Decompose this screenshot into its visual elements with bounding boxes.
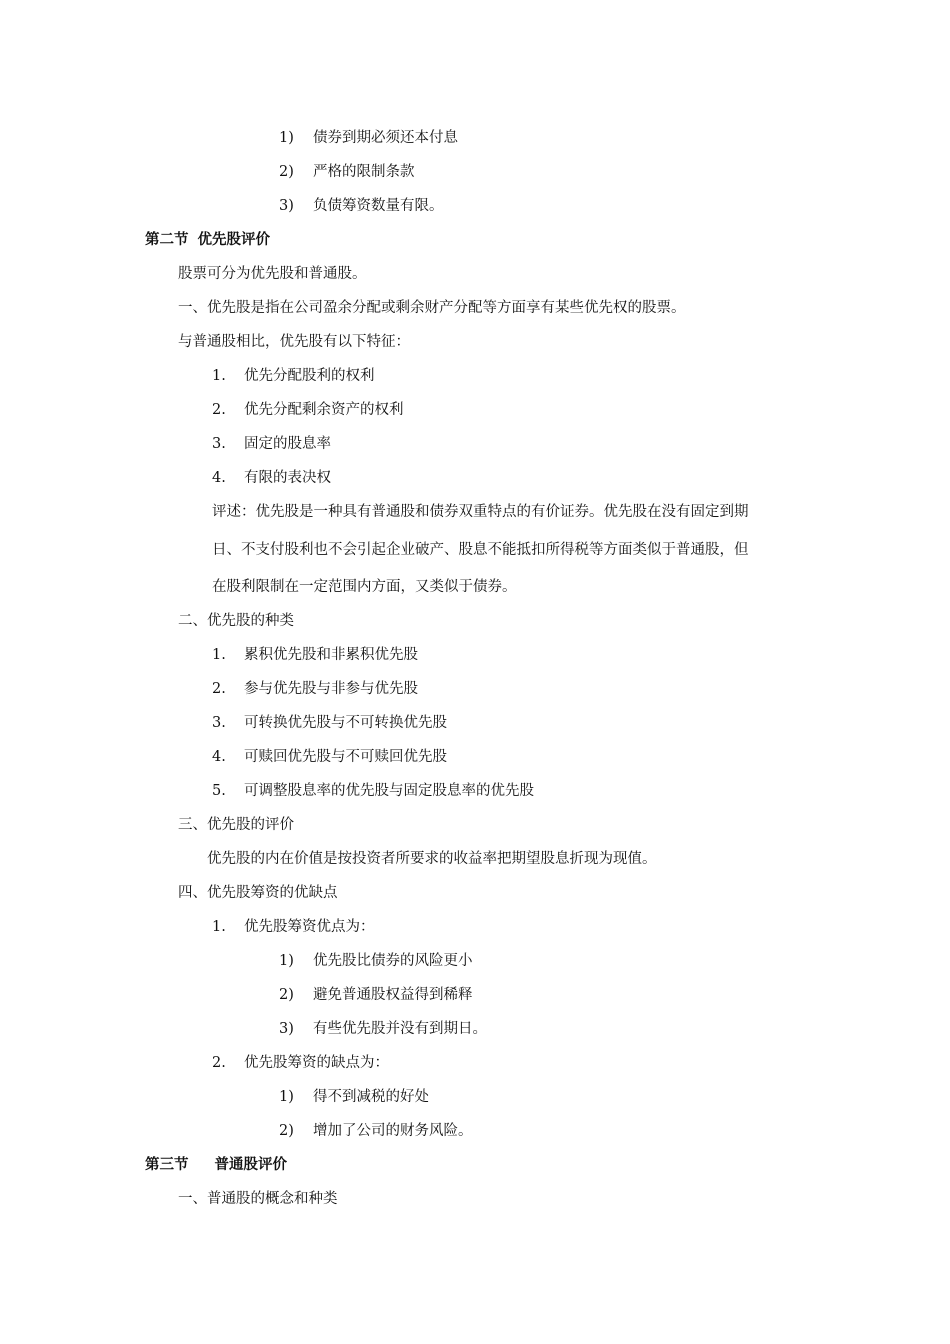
item-text: 固定的股息率	[244, 436, 331, 452]
list-item	[212, 400, 404, 420]
list-item	[212, 468, 331, 488]
paragraph: 优先股的内在价值是按投资者所要求的收益率把期望股息折现为现值。	[207, 851, 657, 867]
list-item	[279, 1121, 473, 1141]
item-text: 优先股比债券的风险更小	[313, 953, 473, 969]
section-title: 普通股评价	[214, 1156, 287, 1173]
item-number: 5.	[212, 783, 226, 799]
section-heading	[145, 230, 270, 250]
item-number: 2.	[212, 681, 226, 697]
item-text: 增加了公司的财务风险。	[313, 1123, 473, 1139]
paragraph: 一、优先股是指在公司盈余分配或剩余财产分配等方面享有某些优先权的股票。	[178, 300, 686, 316]
item-number: 1.	[212, 919, 226, 935]
paragraph: 三、优先股的评价	[178, 817, 294, 833]
paragraph: 二、优先股的种类	[178, 613, 294, 629]
item-number: 1.	[212, 368, 226, 384]
item-text: 可转换优先股与不可转换优先股	[244, 715, 447, 731]
list-item	[279, 951, 473, 971]
list-item	[212, 1053, 389, 1073]
list-item	[212, 366, 375, 386]
section-heading	[145, 1155, 287, 1175]
item-number: 3.	[212, 436, 226, 452]
item-number: 2)	[279, 164, 294, 180]
review-line: 日、不支付股利也不会引起企业破产、股息不能抵扣所得税等方面类似于普通股，但	[212, 542, 749, 558]
item-text: 负债筹资数量有限。	[313, 198, 444, 214]
list-item	[279, 162, 415, 182]
list-item	[279, 128, 458, 148]
paragraph: 股票可分为优先股和普通股。	[178, 266, 367, 282]
item-number: 1)	[279, 1089, 294, 1105]
item-number: 1)	[279, 953, 294, 969]
item-number: 2)	[279, 1123, 294, 1139]
item-number: 4.	[212, 470, 226, 486]
item-number: 2.	[212, 402, 226, 418]
item-text: 可赎回优先股与不可赎回优先股	[244, 749, 447, 765]
item-text: 优先分配股利的权利	[244, 368, 375, 384]
paragraph: 与普通股相比，优先股有以下特征：	[178, 334, 410, 350]
item-text: 有些优先股并没有到期日。	[313, 1021, 487, 1037]
list-item	[212, 645, 418, 665]
list-item	[279, 985, 473, 1005]
item-text: 累积优先股和非累积优先股	[244, 647, 418, 663]
list-item	[212, 917, 375, 937]
list-item	[212, 434, 331, 454]
item-text: 可调整股息率的优先股与固定股息率的优先股	[244, 783, 534, 799]
item-number: 3)	[279, 198, 294, 214]
item-number: 3.	[212, 715, 226, 731]
list-item	[212, 747, 447, 767]
item-number: 1.	[212, 647, 226, 663]
paragraph: 一、普通股的概念和种类	[178, 1191, 338, 1207]
list-item	[212, 679, 418, 699]
item-text: 参与优先股与非参与优先股	[244, 681, 418, 697]
section-title: 优先股评价	[197, 231, 270, 248]
item-number: 2.	[212, 1055, 226, 1071]
review-line: 在股利限制在一定范围内方面，又类似于债券。	[212, 579, 517, 595]
section-label: 第三节	[145, 1156, 189, 1173]
item-text: 避免普通股权益得到稀释	[313, 987, 473, 1003]
review-line: 评述：优先股是一种具有普通股和债券双重特点的有价证券。优先股在没有固定到期	[212, 504, 749, 520]
section-label: 第二节	[145, 231, 189, 248]
list-item	[212, 781, 534, 801]
item-text: 优先股筹资优点为：	[244, 919, 375, 935]
item-text: 有限的表决权	[244, 470, 331, 486]
item-text: 优先股筹资的缺点为：	[244, 1055, 389, 1071]
item-text: 债券到期必须还本付息	[313, 130, 458, 146]
item-text: 得不到减税的好处	[313, 1089, 429, 1105]
list-item	[212, 713, 447, 733]
list-item	[279, 196, 444, 216]
list-item	[279, 1019, 487, 1039]
item-number: 4.	[212, 749, 226, 765]
item-number: 3)	[279, 1021, 294, 1037]
item-number: 1)	[279, 130, 294, 146]
item-number: 2)	[279, 987, 294, 1003]
item-text: 严格的限制条款	[313, 164, 415, 180]
list-item	[279, 1087, 429, 1107]
paragraph: 四、优先股筹资的优缺点	[178, 885, 338, 901]
item-text: 优先分配剩余资产的权利	[244, 402, 404, 418]
